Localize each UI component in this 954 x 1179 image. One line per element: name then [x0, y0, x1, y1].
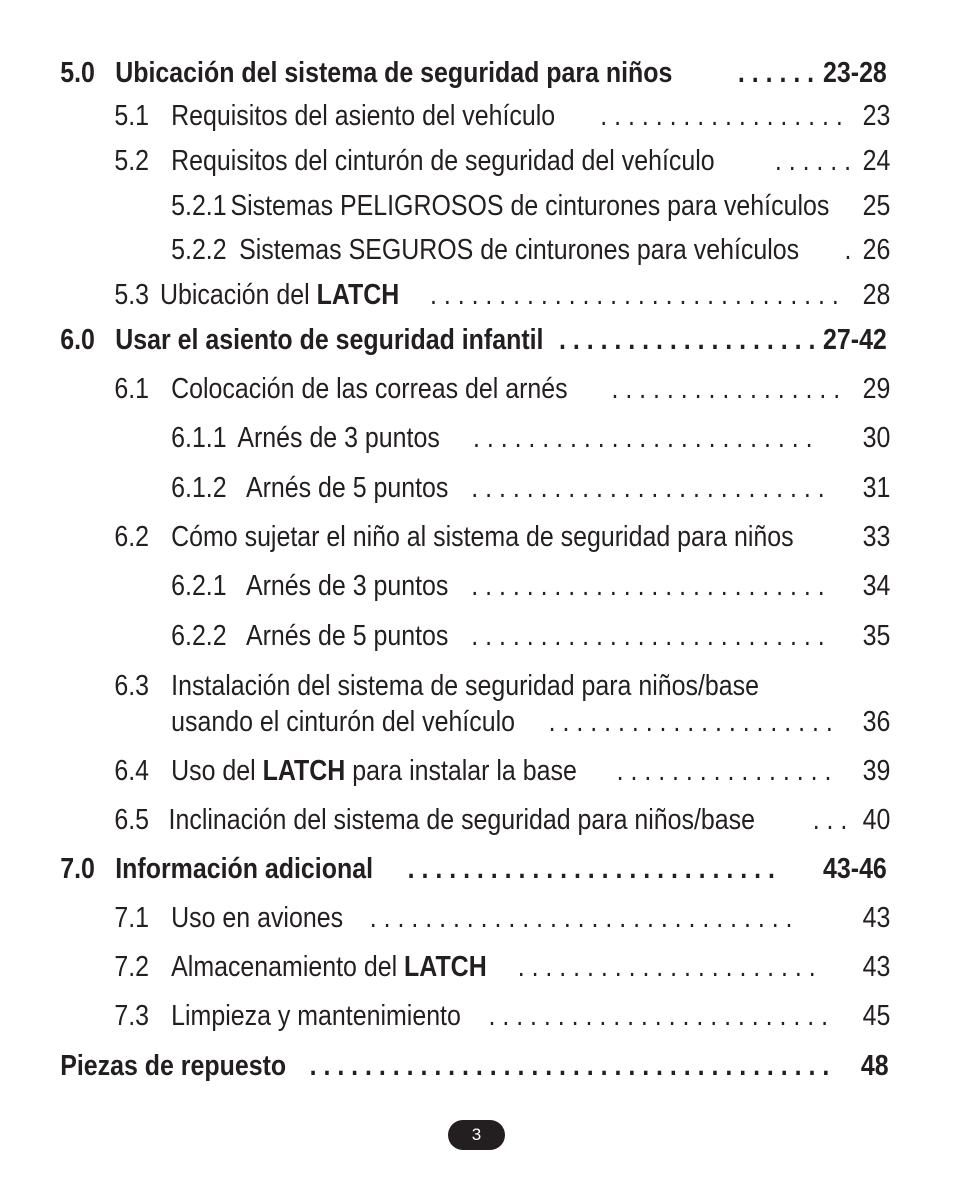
toc-title: Arnés de 5 puntos	[245, 620, 449, 652]
toc-page: 43	[862, 951, 891, 983]
toc-entry-5-2[interactable]	[0, 141, 891, 181]
toc-entry-6-5[interactable]	[0, 800, 891, 840]
toc-leader-dots: . . . . . . . . . . . . . . . . .	[611, 373, 841, 405]
toc-number: 6.3	[114, 670, 150, 702]
toc-number: 6.1.1	[171, 422, 227, 454]
toc-leader-dots: . . . . . . . . . . . . . . . . . . . . . . . . . . .	[407, 853, 775, 885]
toc-number: 5.2.1	[171, 190, 227, 222]
toc-title: Requisitos del asiento del vehículo	[171, 100, 556, 132]
toc-number: 6.0	[60, 324, 95, 356]
toc-page: 48	[860, 1050, 889, 1082]
toc-number: 7.2	[114, 951, 150, 983]
toc-number: 6.5	[114, 804, 150, 836]
toc-entry-6-1-1[interactable]	[0, 418, 891, 458]
toc-entry-5-2-2[interactable]	[0, 230, 891, 270]
toc-page: 29	[862, 373, 891, 405]
toc-title-text: Uso del	[171, 755, 263, 787]
toc-entry-6-2-2[interactable]	[0, 616, 891, 656]
toc-leader-dots: . . . . . . . . . . . . . . . . . . . . . .	[517, 951, 816, 983]
toc-entry-5-3[interactable]	[0, 275, 891, 315]
toc-title	[171, 751, 577, 791]
toc-page: 28	[862, 279, 891, 311]
toc-number: 7.1	[114, 902, 150, 934]
toc-title-bold: LATCH	[316, 279, 400, 311]
toc-title: Sistemas SEGUROS de cinturones para vehículos	[239, 234, 800, 266]
toc-leader-dots: . . . . . . . . . . . . . . . . . . . . . . . . . . . . . . .	[369, 902, 793, 934]
toc-number: 6.4	[114, 755, 150, 787]
toc-leader-dots: . . . . . . . . . . . . . . . . . . . . . . . . .	[473, 422, 813, 454]
toc-entry-6-1[interactable]	[0, 369, 891, 409]
toc-leader-dots: . . . . . . . . . . . . . . . . . . . . . . . . . .	[471, 570, 825, 602]
toc-page: 34	[862, 570, 891, 602]
toc-page: 23	[862, 100, 891, 132]
toc-leader-dots: .	[844, 234, 852, 266]
toc-entry-6-2-1[interactable]	[0, 566, 891, 606]
toc-number: 5.2	[114, 145, 150, 177]
toc-entry-6-3[interactable]	[0, 666, 820, 706]
toc-title-text: Ubicación del	[159, 279, 317, 311]
toc-leader-dots: . . . . . .	[737, 57, 815, 89]
toc-title: Requisitos del cinturón de seguridad del vehículo	[171, 145, 715, 177]
toc-entry-piezas-de-repuesto[interactable]	[0, 1046, 889, 1086]
toc-entry-6-2[interactable]	[0, 517, 891, 557]
toc-leader-dots: . . . . . . . . . . . . . . . .	[616, 755, 832, 787]
toc-title-text: para instalar la base	[345, 755, 577, 787]
toc-number: 5.0	[60, 57, 95, 89]
toc-title: Información adicional	[115, 853, 373, 885]
toc-number: 5.3	[114, 279, 150, 311]
toc-leader-dots: . . . . . . . . . . . . . . . . . . . . . . . . . .	[471, 472, 825, 504]
toc-leader-dots: . . . . . . . . . . . . . . . . . . . . . . . . .	[488, 1000, 829, 1032]
toc-page: 39	[862, 755, 891, 787]
toc-number: 6.1	[114, 373, 150, 405]
toc-entry-7-3[interactable]	[0, 996, 891, 1036]
toc-page: 30	[862, 422, 891, 454]
toc-title: Sistemas PELIGROSOS de cinturones para vehículos	[230, 190, 830, 222]
toc-page: 36	[862, 706, 891, 738]
toc-page: 23-28	[823, 57, 887, 89]
toc-page: 43-46	[823, 853, 887, 885]
toc-leader-dots: . . . . . . . . . . . . . . . . . . . . .	[548, 706, 833, 738]
toc-title-text: Almacenamiento del	[171, 951, 405, 983]
toc-title: Ubicación del sistema de seguridad para niños	[115, 57, 673, 89]
toc-title: Piezas de repuesto	[60, 1050, 287, 1082]
toc-entry-6-3-continued[interactable]	[0, 702, 891, 742]
toc-entry-7-2[interactable]	[0, 947, 891, 987]
toc-leader-dots: . . .	[812, 804, 848, 836]
toc-leader-dots: . . . . . . . . . . . . . . . . . .	[600, 100, 843, 132]
toc-entry-7-1[interactable]	[0, 898, 891, 938]
toc-title: Arnés de 5 puntos	[245, 472, 449, 504]
toc-page: 31	[862, 472, 891, 504]
toc-number: 6.2	[114, 521, 150, 553]
toc-entry-7-0[interactable]	[0, 849, 887, 889]
toc-leader-dots: . . . . . .	[774, 145, 852, 177]
toc-leader-dots: . . . . . . . . . . . . . . . . . . . .	[559, 324, 830, 356]
toc-title: Colocación de las correas del arnés	[171, 373, 568, 405]
toc-leader-dots: . . . . . . . . . . . . . . . . . . . . . . . . . . . . . . . . . . . . . .	[309, 1050, 830, 1082]
toc-page: 27-42	[823, 324, 887, 356]
toc-number: 6.1.2	[171, 472, 227, 504]
toc-title: Cómo sujetar el niño al sistema de seguridad para niños	[171, 521, 794, 553]
toc-number: 5.2.2	[171, 234, 227, 266]
toc-page: 33	[862, 521, 891, 553]
toc-title	[171, 947, 487, 987]
toc-entry-5-1[interactable]	[0, 96, 891, 136]
toc-page: 40	[862, 804, 891, 836]
toc-entry-6-1-2[interactable]	[0, 468, 891, 508]
toc-title: Instalación del sistema de seguridad para niños/base	[171, 670, 759, 702]
toc-title: Arnés de 3 puntos	[237, 422, 440, 454]
toc-entry-5-0[interactable]	[0, 53, 887, 93]
page-number-badge: 3	[448, 1120, 505, 1150]
toc-title: Usar el asiento de seguridad infantil	[115, 324, 544, 356]
toc-entry-6-4[interactable]	[0, 751, 891, 791]
toc-title-bold: LATCH	[262, 755, 346, 787]
toc-title: Uso en aviones	[171, 902, 344, 934]
toc-number: 6.2.2	[171, 620, 227, 652]
toc-page: 45	[862, 1000, 891, 1032]
toc-page: 24	[862, 145, 891, 177]
toc-page: 25	[862, 190, 891, 222]
toc-leader-dots: . . . . . . . . . . . . . . . . . . . . . . . . . . . . . .	[430, 279, 839, 311]
toc-title	[160, 275, 399, 315]
toc-title: Inclinación del sistema de seguridad para niños/base	[168, 804, 756, 836]
toc-title-continued: usando el cinturón del vehículo	[171, 706, 515, 738]
toc-number: 5.1	[114, 100, 150, 132]
toc-entry-6-0[interactable]	[0, 320, 887, 360]
toc-title: Limpieza y mantenimiento	[171, 1000, 461, 1032]
toc-page: 43	[862, 902, 891, 934]
toc-title-bold: LATCH	[404, 951, 487, 983]
toc-number: 7.0	[60, 853, 95, 885]
toc-entry-5-2-1[interactable]	[0, 186, 891, 226]
toc-number: 6.2.1	[171, 570, 227, 602]
toc-page: 26	[862, 234, 891, 266]
toc-title: Arnés de 3 puntos	[245, 570, 449, 602]
toc-leader-dots: . . . . . . . . . . . . . . . . . . . . . . . . . .	[471, 620, 825, 652]
toc-number: 7.3	[114, 1000, 150, 1032]
toc-page: 35	[862, 620, 891, 652]
